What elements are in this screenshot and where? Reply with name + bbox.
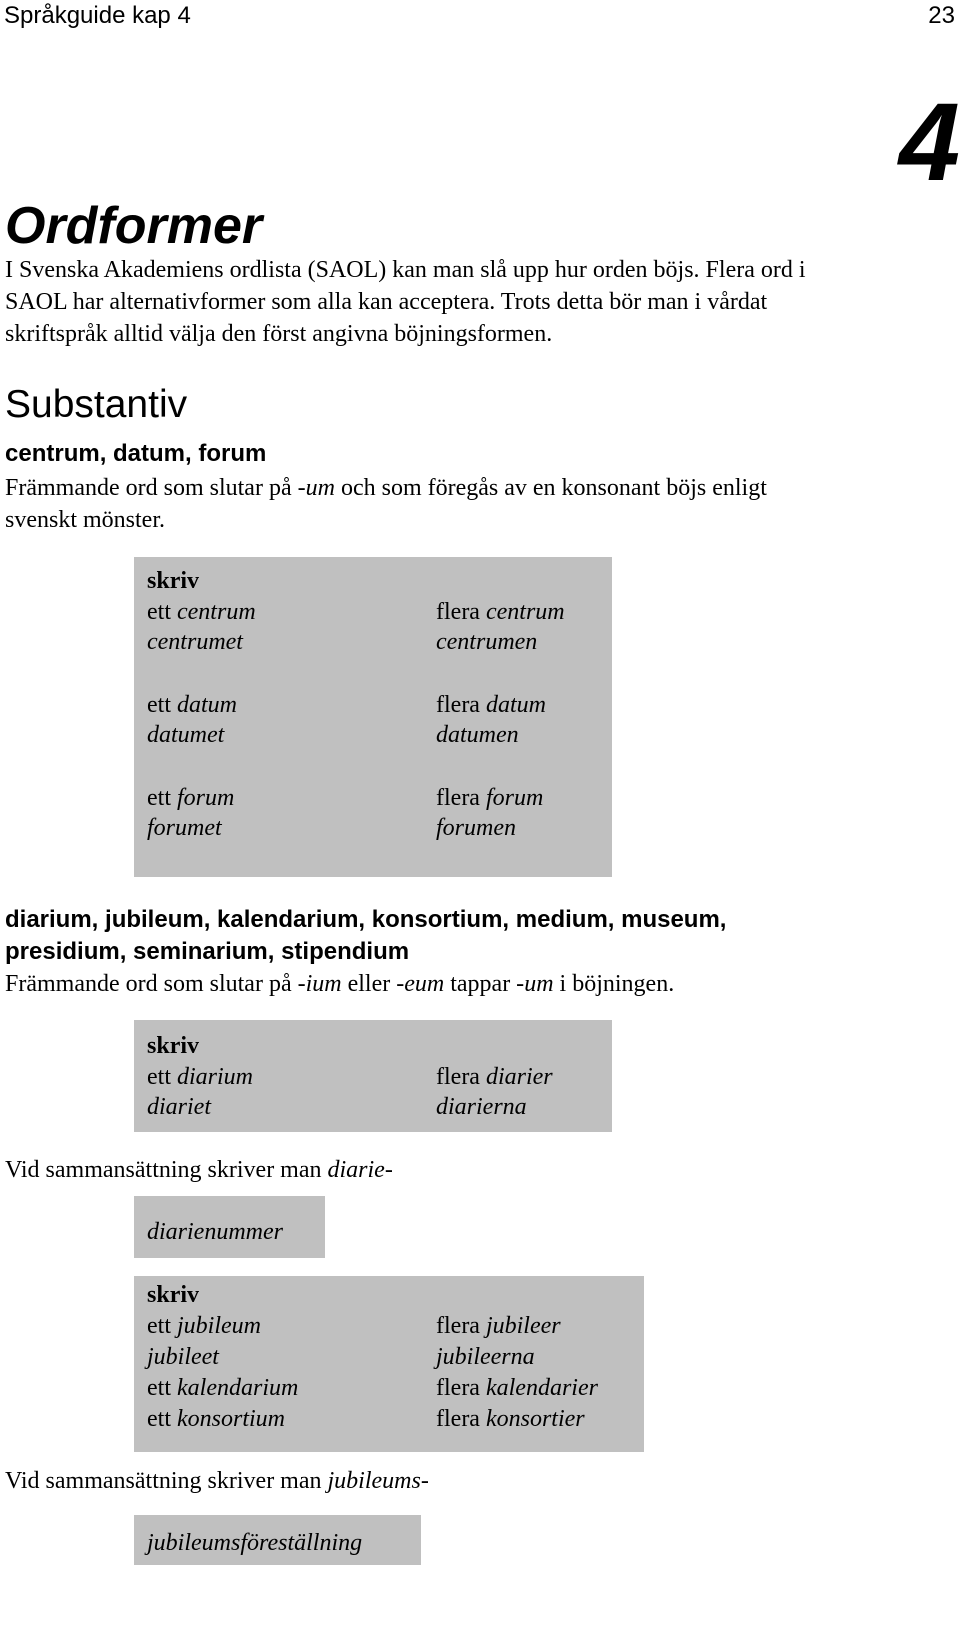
group-description: Främmande ord som slutar på -ium eller -eum tappar -um i böjningen.	[5, 971, 675, 997]
example-box	[134, 1020, 612, 1132]
compound-example: diarienummer	[147, 1219, 283, 1245]
singular-definite: datumet	[147, 722, 225, 748]
plural-form: flera forum	[436, 785, 544, 811]
plural-form: flera datum	[436, 692, 546, 718]
intro-line: skriftspråk alltid välja den först angivna böjningsformen.	[5, 321, 553, 347]
example-box	[134, 1276, 644, 1452]
singular-form: ett jubileum	[147, 1313, 261, 1339]
page-title: Ordformer	[5, 197, 263, 255]
singular-definite: jubileet	[147, 1344, 219, 1370]
plural-definite: jubileerna	[436, 1344, 535, 1370]
plural-form: flera centrum	[436, 599, 565, 625]
plural-form: flera jubileer	[436, 1313, 561, 1339]
intro-paragraph	[5, 254, 950, 350]
section-heading: Substantiv	[5, 383, 188, 426]
plural-definite: forumen	[436, 815, 516, 841]
singular-definite: forumet	[147, 815, 222, 841]
singular-form: ett centrum	[147, 599, 256, 625]
group-heading: diarium, jubileum, kalendarium, konsortium, medium, museum, presidium, seminarium, stipendium	[5, 906, 727, 965]
singular-definite: centrumet	[147, 629, 243, 655]
example-box	[134, 557, 612, 877]
plural-form: flera konsortier	[436, 1406, 585, 1432]
compound-note: Vid sammansättning skriver man jubileums-	[5, 1468, 429, 1494]
singular-definite: diariet	[147, 1094, 211, 1120]
box-label: skriv	[147, 1033, 200, 1059]
singular-form: ett forum	[147, 785, 235, 811]
group-description	[5, 472, 950, 536]
singular-form: ett datum	[147, 692, 237, 718]
plural-definite: diarierna	[436, 1094, 527, 1120]
desc-text: och som föregås av en konsonant böjs enligt	[334, 475, 767, 501]
compound-example: jubileumsföreställning	[147, 1530, 363, 1556]
desc-suffix: um	[305, 475, 335, 501]
intro-line: SAOL har alternativformer som alla kan acceptera. Trots detta bör man i vårdat	[5, 289, 768, 315]
compound-example-box	[134, 1515, 421, 1565]
running-header: Språkguide kap 4	[4, 2, 191, 29]
plural-definite: centrumen	[436, 629, 538, 655]
plural-form: flera diarier	[436, 1064, 553, 1090]
desc-text: Främmande ord som slutar på -	[5, 475, 306, 501]
box-label: skriv	[147, 1282, 200, 1308]
compound-example-box	[134, 1196, 325, 1258]
plural-definite: datumen	[436, 722, 519, 748]
singular-form: ett diarium	[147, 1064, 254, 1090]
desc-text: svenskt mönster.	[5, 507, 165, 533]
compound-note: Vid sammansättning skriver man diarie-	[5, 1157, 393, 1183]
intro-line: I Svenska Akademiens ordlista (SAOL) kan man slå upp hur orden böjs. Flera ord i	[5, 257, 806, 283]
singular-form: ett kalendarium	[147, 1375, 299, 1401]
singular-form: ett konsortium	[147, 1406, 285, 1432]
box-label: skriv	[147, 568, 200, 594]
chapter-number: 4	[898, 81, 960, 204]
group-heading: centrum, datum, forum	[5, 440, 267, 467]
plural-form: flera kalendarier	[436, 1375, 598, 1401]
page-number: 23	[928, 2, 955, 29]
